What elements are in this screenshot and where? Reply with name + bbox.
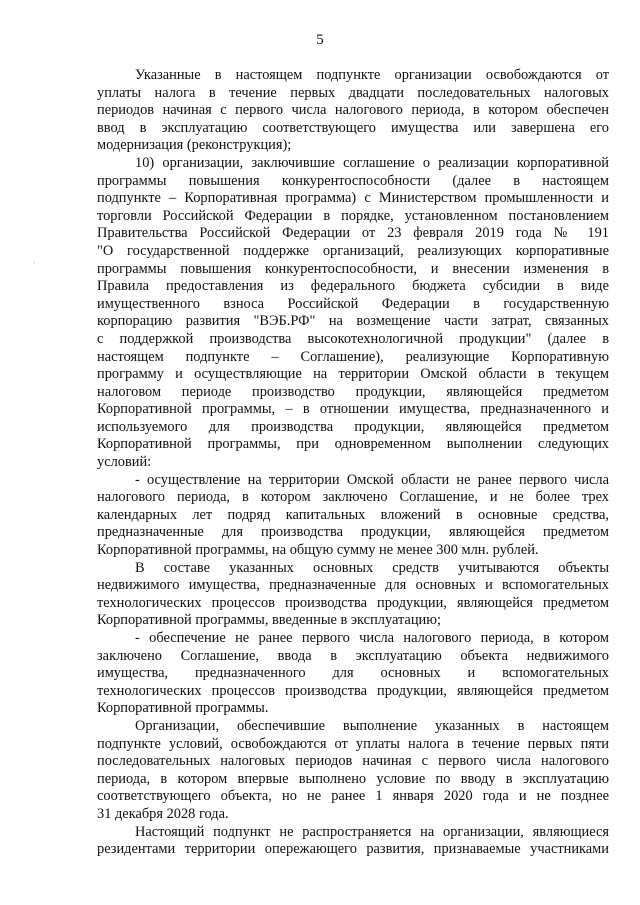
scan-speck: [34, 262, 35, 263]
text-line: Корпоративной программы, на общую сумму не менее 300 млн. рублей.: [97, 542, 539, 559]
text-line: - обеспечение не ранее первого числа налогового периода, в котором: [135, 630, 609, 646]
text-line: периода, в котором впервые выполнено условие по вводу в эксплуатацию: [97, 770, 609, 787]
paragraph-exemption-period: [97, 718, 609, 824]
text-line: предназначенные для производства продукции, являющейся предметом: [97, 524, 609, 541]
text-line: настоящем подпункте – Соглашение), реализующие Корпоративную: [97, 348, 609, 365]
text-line: последовательных налоговых периодов начиная с первого числа налогового: [97, 753, 609, 770]
page-number: 5: [316, 32, 324, 48]
paragraph-condition-commissioning: [97, 630, 609, 718]
text-line: ввод в эксплуатацию соответствующего имущества или завершена его: [97, 119, 609, 136]
paragraph-condition-investment: [97, 472, 609, 560]
text-line: Корпоративной программы, при одновременном выполнении следующих: [97, 436, 609, 453]
text-line: программы повышения конкурентоспособности, и внесении изменения в: [97, 260, 609, 277]
paragraph-exemption-terms: [97, 67, 609, 155]
text-line: уплаты налога в течение первых двадцати последовательных налоговых: [97, 84, 609, 101]
text-line: Корпоративной программы, – в отношении имущества, предназначенного и: [97, 401, 609, 418]
text-line: 10) организации, заключившие соглашение о реализации корпоративной: [135, 154, 609, 171]
text-line: имущественного взноса Российской Федерации в государственную: [97, 295, 609, 312]
text-line: календарных лет подряд капитальных вложений в основные средства,: [97, 506, 609, 523]
paragraph-exclusion: [97, 824, 609, 859]
text-line: соответствующего объекта, но не ранее 1 января 2020 года и не позднее: [97, 788, 609, 805]
text-line: технологических процессов производства продукции, являющейся предметом: [97, 594, 609, 611]
text-line: налогового периода, в котором заключено Соглашение, и не более трех: [97, 489, 609, 506]
text-line: недвижимого имущества, предназначенные для основных и вспомогательных: [97, 577, 609, 594]
text-line: Правительства Российской Федерации от 23 февраля 2019 года № 191: [97, 225, 609, 242]
text-line: подпункте – Корпоративная программа) с Министерством промышленности и: [97, 190, 609, 207]
text-line: Корпоративной программы.: [97, 700, 269, 717]
text-line: Правила предоставления из федерального бюджета субсидии в виде: [97, 278, 609, 295]
text-line: "О государственной поддержке организаций, реализующих корпоративные: [97, 242, 609, 259]
paragraph-fixed-assets: [97, 560, 609, 630]
text-line: программы повышения конкурентоспособности (далее в настоящем: [97, 172, 609, 189]
text-line: резидентами территории опережающего развития, признаваемые участниками: [97, 841, 609, 858]
text-line: - осуществление на территории Омской области не ранее первого числа: [135, 471, 609, 488]
text-line: 31 декабря 2028 года.: [97, 805, 229, 822]
text-line: программу и осуществляющие на территории Омской области в текущем: [97, 366, 609, 383]
text-line: В составе указанных основных средств учитываются объекты: [135, 559, 609, 576]
text-line: используемого для производства продукции, являющейся предметом: [97, 418, 609, 435]
text-line: корпорацию развития "ВЭБ.РФ" на возмещение части затрат, связанных: [97, 313, 609, 330]
text-line: модернизация (реконструкция);: [97, 137, 292, 154]
text-line: периодов начиная с первого числа налогового периода, в котором обеспечен: [97, 102, 609, 119]
text-line: торговли Российской Федерации в порядке, установленном постановлением: [97, 207, 609, 224]
text-line: налоговом периоде производство продукции, являющейся предметом: [97, 383, 609, 400]
paragraph-item-10: [97, 155, 609, 472]
text-line: заключено Соглашение, ввода в эксплуатацию объекта недвижимого: [97, 647, 609, 664]
text-line: подпункте условий, освобождаются от уплаты налога в течение первых пяти: [97, 735, 609, 752]
text-line: имущества, предназначенного для основных и вспомогательных: [97, 665, 609, 682]
text-line: с поддержкой производства высокотехнологичной продукции" (далее в: [97, 330, 609, 347]
text-line: условий:: [97, 454, 152, 471]
text-line: технологических процессов производства продукции, являющейся предметом: [97, 682, 609, 699]
document-body: [97, 67, 609, 859]
text-line: Указанные в настоящем подпункте организации освобождаются от: [135, 67, 609, 83]
text-line: Настоящий подпункт не распространяется на организации, являющиеся: [135, 823, 609, 840]
text-line: Корпоративной программы, введенные в эксплуатацию;: [97, 612, 441, 629]
text-line: Организации, обеспечившие выполнение указанных в настоящем: [135, 717, 609, 734]
